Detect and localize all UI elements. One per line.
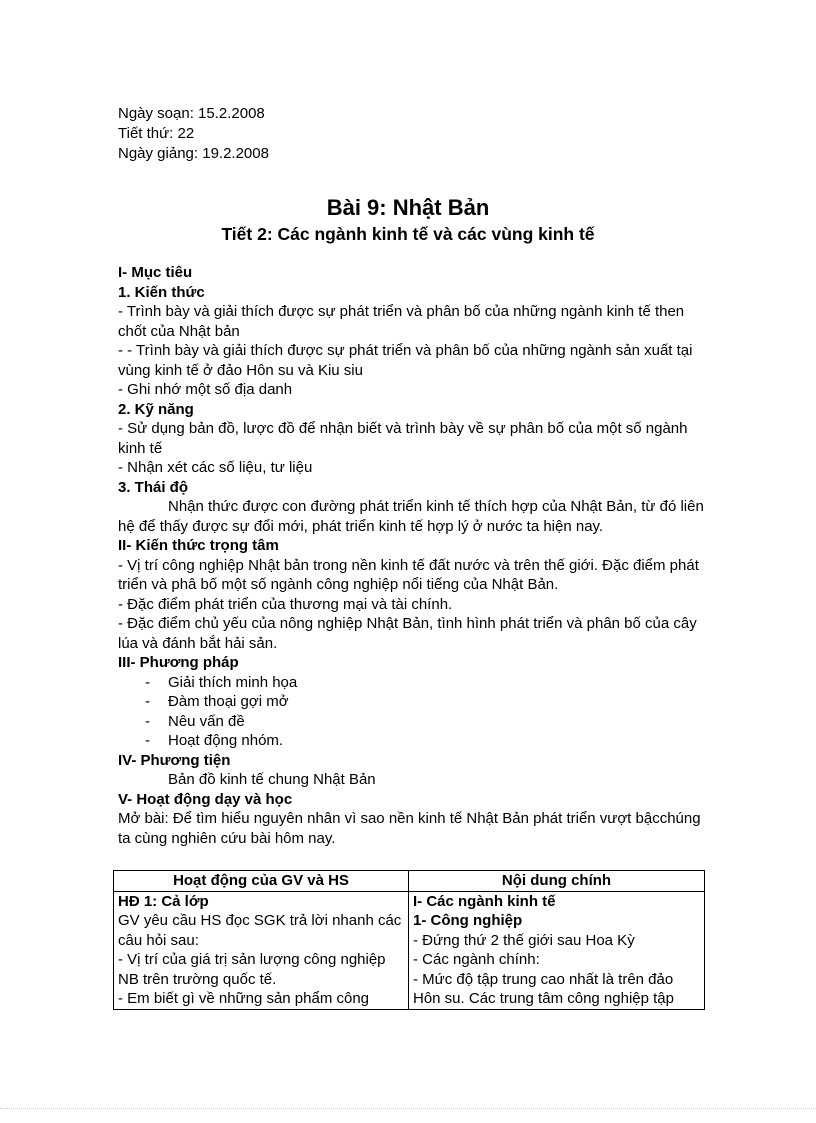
intro-text: Mở bài: Để tìm hiểu nguyên nhân vì sao nền kinh tế Nhật Bản phát triển vượt bậcchúng ta cùng nghiên cứu bài hôm nay. — [118, 810, 701, 847]
lesson-body — [118, 263, 708, 848]
section-key-knowledge-heading: II- Kiến thức trọng tâm — [118, 537, 279, 554]
materials-text: Bản đồ kinh tế chung Nhật Bản — [168, 771, 376, 788]
attitude-text: Nhận thức được con đường phát triển kinh tế thích hợp của Nhật Bản, từ đó liên hệ để thấy được sự đổi mới, phát triển kinh tế hợp lý ở nước ta hiện nay. — [118, 498, 704, 535]
skills-line: - Sử dụng bản đồ, lược đồ để nhận biết và trình bày về sự phân bố của một số ngành kinh tế — [118, 420, 688, 457]
content-line: - Đứng thứ 2 thế giới sau Hoa Kỳ — [413, 931, 635, 949]
knowledge-line: - Ghi nhớ một số địa danh — [118, 381, 293, 398]
key-knowledge-line: - Vị trí công nghiệp Nhật bản trong nền kinh tế đất nước và trên thế giới. Đặc điểm phát triển và phâ bố một số ngành công nghiệp nổi tiếng của Nhật Bản. — [118, 556, 699, 593]
lesson-subtitle: Tiết 2: Các ngành kinh tế và các vùng kinh tế — [221, 224, 595, 244]
list-item: - Hoạt động nhóm. — [145, 732, 284, 749]
section-activities-heading: V- Hoạt động dạy và học — [118, 790, 293, 808]
table-header-activities: Hoạt động của GV và HS — [114, 871, 409, 892]
content-cell — [409, 891, 705, 1009]
section-materials-heading: IV- Phương tiện — [118, 751, 231, 769]
key-knowledge-line: - Đặc điểm phát triển của thương mại và tài chính. — [118, 595, 453, 613]
list-item: - Nêu vấn đề — [145, 712, 245, 730]
lesson-title: Bài 9: Nhật Bản — [326, 195, 490, 220]
knowledge-line: - Trình bày và giải thích được sự phát triển và phân bố của những ngành kinh tế then chốt của Nhật bản — [118, 303, 685, 340]
lesson-meta — [118, 104, 269, 164]
activity-title: HĐ 1: Cả lớp — [118, 892, 209, 910]
attitude-heading: 3. Thái độ — [118, 478, 189, 496]
content-line: - Mức độ tập trung cao nhất là trên đảo Hôn su. Các trung tâm công nghiệp tập — [413, 970, 674, 1007]
date-prepared: Ngày soạn: 15.2.2008 — [118, 105, 265, 122]
activity-line: - Em biết gì về những sản phẩm công — [118, 990, 370, 1007]
lesson-number: Tiết thứ: 22 — [118, 125, 195, 142]
methods-list — [118, 673, 708, 751]
activities-cell — [114, 891, 409, 1009]
skills-heading: 2. Kỹ năng — [118, 400, 194, 418]
list-item: - Giải thích minh họa — [145, 673, 298, 691]
activities-table — [113, 870, 705, 1010]
key-knowledge-line: - Đặc điểm chủ yếu của nông nghiệp Nhật Bản, tình hình phát triển và phân bố của cây lúa và đánh bắt hải sản. — [118, 615, 697, 652]
knowledge-line: - - Trình bày và giải thích được sự phát triển và phân bố của những ngành sản xuất tại vùng kinh tế ở đảo Hôn su và Kiu siu — [118, 342, 693, 379]
table-row — [114, 891, 705, 1009]
activity-line: GV yêu cầu HS đọc SGK trả lời nhanh các câu hỏi sau: — [118, 912, 402, 949]
content-title: I- Các ngành kinh tế — [413, 892, 556, 910]
section-objectives-heading: I- Mục tiêu — [118, 264, 193, 281]
content-line: - Các ngành chính: — [413, 951, 540, 968]
page-divider — [0, 1108, 816, 1109]
activity-line: - Vị trí của giá trị sản lượng công nghiệp NB trên trường quốc tế. — [118, 951, 386, 988]
content-subtitle: 1- Công nghiệp — [413, 912, 523, 929]
table-header-row — [114, 871, 705, 892]
date-taught: Ngày giảng: 19.2.2008 — [118, 145, 269, 162]
skills-line: - Nhận xét các số liệu, tư liệu — [118, 459, 313, 476]
section-methods-heading: III- Phương pháp — [118, 654, 239, 671]
table-header-content: Nội dung chính — [409, 871, 705, 892]
list-item: - Đàm thoại gợi mở — [145, 693, 289, 710]
knowledge-heading: 1. Kiến thức — [118, 283, 205, 301]
